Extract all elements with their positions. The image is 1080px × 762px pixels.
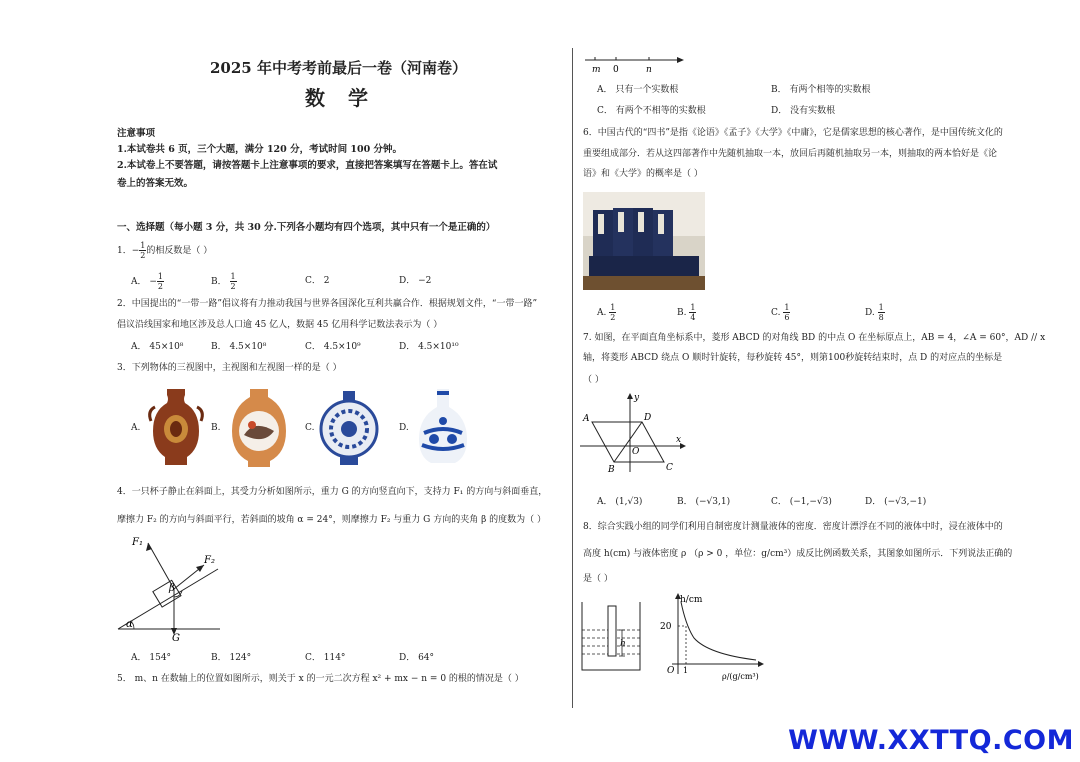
question-1: [117, 241, 212, 260]
axis-n: n: [646, 65, 652, 75]
q6-a-label: A.: [597, 308, 607, 318]
q6-line-3: 语》和《大学》的概率是（ ）: [583, 169, 703, 179]
q3-option-c: C.: [305, 423, 315, 433]
q6-line-2: 重要组成部分．若从这四部著作中先随机抽取一本，放回后再随机抽取另一本，则抽取的两本恰好是《论: [583, 149, 998, 159]
q7-option-a: A． (1,√3): [597, 497, 643, 507]
label-b: B: [608, 465, 615, 474]
four-books-photo: [583, 192, 705, 290]
q6-c-num: 1: [784, 303, 790, 312]
q5-option-a: A． 只有一个实数根: [597, 85, 679, 95]
notice-line-1: 1.本试卷共 6 页，三个大题，满分 120 分，考试时间 100 分钟。: [117, 144, 403, 155]
rhombus-diagram: [580, 390, 690, 474]
label-alpha: α: [126, 619, 133, 630]
q1-neg: −: [131, 246, 140, 256]
q3-stem: 3．下列物体的三视图中，主视图和左视图一样的是（ ）: [117, 363, 342, 373]
q6-b-den: 4: [690, 313, 696, 322]
q5-option-c: C． 有两个不相等的实数根: [597, 106, 706, 116]
label-c: C: [666, 463, 673, 473]
inverse-proportion-graph: [650, 590, 780, 682]
number-line: [583, 53, 687, 75]
q7-line-3: （ ）: [583, 375, 604, 385]
vase-d-image: [412, 385, 474, 469]
q4-line-1: 4．一只杯子静止在斜面上，其受力分析如图所示，重力 G 的方向竖直向下，支持力 F₁ 的方向与斜面垂直，: [117, 487, 548, 497]
notice-line-3: 卷上的答案无效。: [117, 178, 194, 189]
q8-line-2: 高度 h(cm) 与液体密度 ρ （ρ > 0 ，单位：g/cm³）成反比例函数关系，其图象如图所示．下列说法正确的: [583, 549, 1013, 559]
q5-stem: 5． m、n 在数轴上的位置如图所示，则关于 x 的一元二次方程 x² + mx − n = 0 的根的情况是（ ）: [117, 674, 524, 684]
q6-b-label: B.: [677, 308, 687, 318]
label-h: h: [620, 639, 626, 649]
label-beta: β: [169, 583, 175, 594]
q8-line-1: 8．综合实践小组的同学们利用自制密度计测量液体的密度．密度计漂浮在不同的液体中时，浸在液体中的: [583, 522, 1003, 532]
column-divider: [572, 48, 573, 708]
q4-option-b: B． 124°: [211, 653, 252, 663]
q7-option-d: D． (−√3,−1): [865, 497, 927, 507]
q6-c-frac: [783, 303, 790, 322]
q4-option-a: A． 154°: [131, 653, 172, 663]
q1-frac-den: 2: [140, 251, 146, 260]
q5-option-b: B． 有两个相等的实数根: [771, 85, 871, 95]
site-watermark: WWW.XXTTQ.COM: [788, 725, 1074, 756]
q1-option-b: [211, 272, 237, 291]
q3-option-d: D.: [399, 423, 409, 433]
exam-title: 2025 年中考考前最后一卷（河南卷）: [210, 59, 467, 77]
q6-option-c: [771, 303, 790, 322]
q6-a-num: 1: [610, 303, 616, 312]
vase-c-image: [318, 385, 380, 469]
q3-option-a: A.: [131, 423, 141, 433]
q2-line-2: 倡议沿线国家和地区涉及总人口逾 45 亿人，数据 45 亿用科学记数法表示为（ ）: [117, 320, 443, 330]
q1-b-num: 1: [230, 272, 236, 281]
label-f2: F₂: [204, 555, 215, 566]
q8-line-3: 是（ ）: [583, 574, 613, 584]
label-f1: F₁: [132, 537, 143, 548]
q2-option-b: B． 4.5×10⁸: [211, 342, 267, 352]
q7-line-1: 7. 如图，在平面直角坐标系中，菱形 ABCD 的对角线 BD 的中点 O 在坐标原点上，AB = 4，∠A = 60°，AD // x: [583, 333, 1046, 343]
axis-zero: 0: [613, 65, 619, 75]
q6-d-label: D.: [865, 308, 875, 318]
q1-a-den: 2: [157, 282, 164, 291]
axis-m: m: [592, 65, 601, 75]
q7-option-b: B． (−√3,1): [677, 497, 731, 507]
q6-a-frac: [609, 303, 616, 322]
q6-option-a: [597, 303, 616, 322]
q1-b-frac: [230, 272, 237, 291]
vase-a-image: [145, 385, 207, 469]
q6-d-frac: [878, 303, 885, 322]
q6-option-b: [677, 303, 696, 322]
q1-a-num: 1: [157, 272, 164, 281]
q2-option-c: C． 4.5×10⁹: [305, 342, 361, 352]
q2-option-a: A． 45×10⁸: [131, 342, 184, 352]
q6-c-label: C.: [771, 308, 781, 318]
q1-a-neg: −: [149, 277, 157, 287]
q6-d-num: 1: [878, 303, 884, 312]
q6-d-den: 8: [878, 313, 884, 322]
q4-option-d: D． 64°: [399, 653, 435, 663]
label-a: A: [583, 414, 590, 424]
force-diagram: [112, 533, 232, 643]
q1-a-frac: [157, 272, 164, 291]
q1-frac-num: 1: [140, 241, 146, 250]
section-heading: 一、选择题（每小题 3 分，共 30 分.下列各小题均有四个选项，其中只有一个是正确的）: [117, 222, 496, 233]
densimeter-diagram: [580, 598, 644, 674]
graph-origin: O: [667, 666, 675, 676]
q1-b-den: 2: [230, 282, 236, 291]
graph-y-label: h/cm: [680, 595, 703, 605]
q6-line-1: 6．中国古代的“四书”是指《论语》《孟子》《大学》《中庸》，它是儒家思想的核心著作，是中国传统文化的: [583, 128, 1003, 138]
graph-x-tick: 1: [683, 666, 689, 675]
notice-line-2: 2.本试卷上不要答题，请按答题卡上注意事项的要求，直接把答案填写在答题卡上。答在试: [117, 160, 498, 171]
q7-line-2: 轴，将菱形 ABCD 绕点 O 顺时针旋转，每秒旋转 45°，则第100秒旋转结束时，点 D 的对应点的坐标是: [583, 353, 1003, 363]
q2-option-d: D． 4.5×10¹⁰: [399, 342, 459, 352]
q6-b-num: 1: [690, 303, 696, 312]
label-d: D: [644, 413, 652, 423]
q1-option-d: D． −2: [399, 276, 432, 286]
q3-option-b: B.: [211, 423, 221, 433]
q1-tail: 的相反数是（ ）: [146, 246, 213, 256]
q1-a-label: A．: [131, 277, 147, 287]
q7-option-c: C． (−1,−√3): [771, 497, 832, 507]
q6-option-d: [865, 303, 885, 322]
subject-title: 数 学: [305, 86, 376, 110]
notice-heading: 注意事项: [117, 128, 156, 139]
q1-option-a: [131, 272, 164, 291]
q5-option-d: D． 没有实数根: [771, 106, 836, 116]
q1-b-label: B．: [211, 277, 227, 287]
graph-x-label: ρ/(g/cm³): [722, 672, 759, 681]
q4-option-c: C． 114°: [305, 653, 346, 663]
q1-option-c: C． 2: [305, 276, 330, 286]
label-y: y: [634, 393, 640, 403]
label-x: x: [676, 435, 682, 445]
q6-a-den: 2: [610, 313, 616, 322]
q6-c-den: 6: [784, 313, 790, 322]
label-o: O: [632, 447, 640, 457]
q1-number: 1．: [117, 246, 132, 256]
q6-b-frac: [689, 303, 696, 322]
vase-b-image: [228, 385, 290, 469]
graph-y-tick: 20: [660, 622, 672, 632]
q4-line-2: 摩擦力 F₂ 的方向与斜面平行，若斜面的坡角 α = 24°，则摩擦力 F₂ 与重力 G 方向的夹角 β 的度数为（ ）: [117, 515, 547, 525]
q2-line-1: 2．中国提出的“一带一路”倡议将有力推动我国与世界各国深化互利共赢合作．根据规划文件，“一带一路”: [117, 299, 538, 309]
label-g: G: [172, 633, 180, 643]
